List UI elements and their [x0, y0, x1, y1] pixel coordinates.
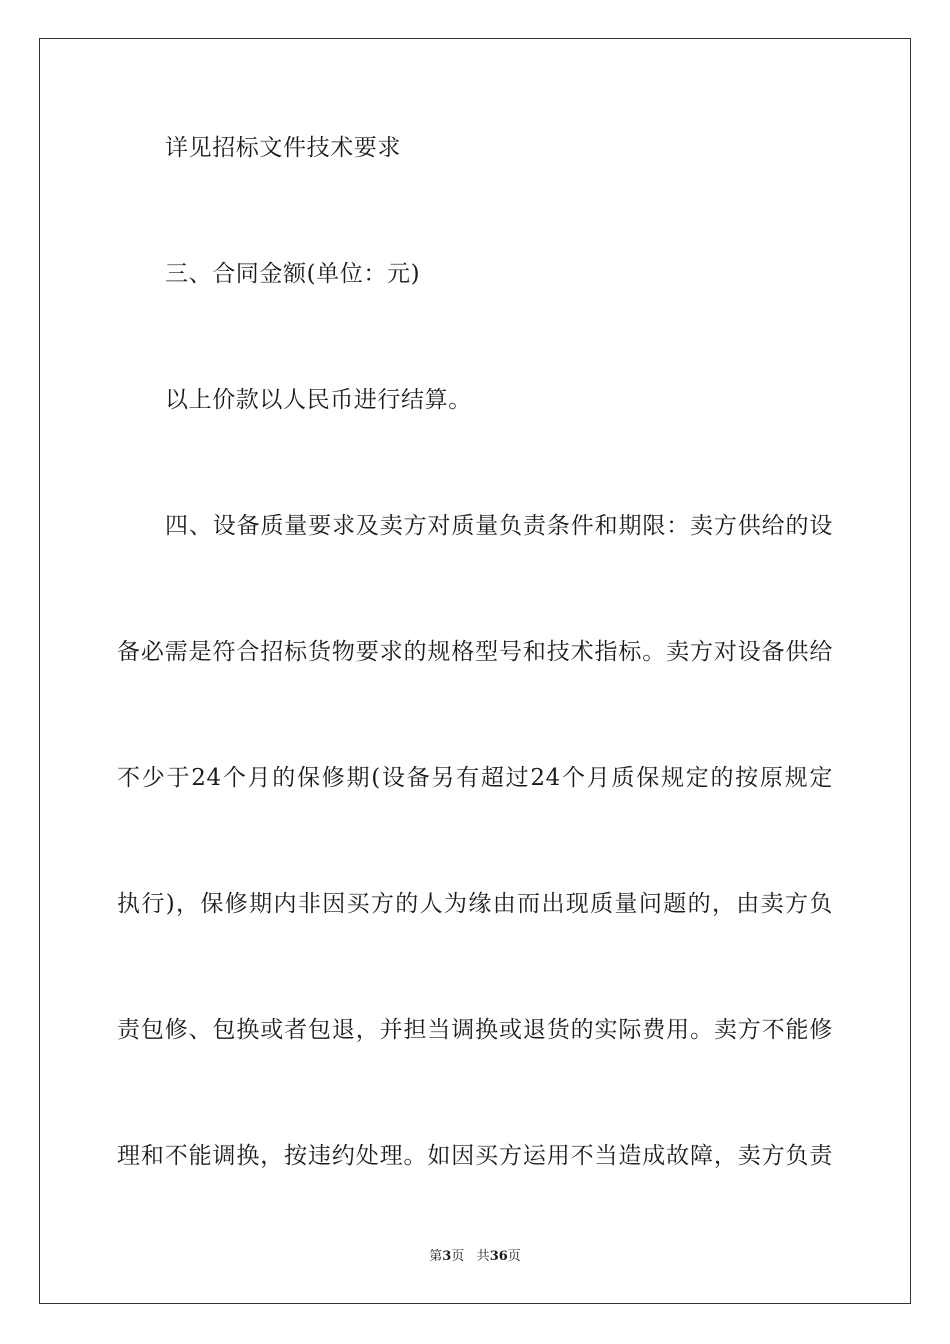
footer-total-suffix: 页 — [507, 1249, 521, 1264]
section-heading-quality: 四、设备质量要求及卖方对质量负责条件和期限：卖方供给的设 — [165, 513, 833, 539]
section-heading-contract-amount: 三、合同金额(单位：元) — [165, 261, 421, 287]
text-line-1: 详见招标文件技术要求 — [165, 135, 401, 161]
text-line-8: 责包修、包换或者包退，并担当调换或退货的实际费用。卖方不能修 — [117, 1017, 833, 1043]
text-line-7: 执行)，保修期内非因买方的人为缘由而出现质量问题的，由卖方负 — [117, 891, 833, 917]
text-line-9: 理和不能调换，按违约处理。如因买方运用不当造成故障，卖方负责 — [117, 1143, 833, 1169]
page-footer — [0, 1248, 950, 1266]
footer-page-number: 3 — [442, 1249, 452, 1264]
text-line-3: 以上价款以人民币进行结算。 — [165, 387, 472, 413]
text-line-6: 不少于24个月的保修期(设备另有超过24个月质保规定的按原规定 — [117, 765, 833, 791]
footer-page-prefix: 第 — [429, 1249, 443, 1264]
page-border — [39, 38, 911, 1304]
footer-total-pages: 36 — [489, 1249, 508, 1264]
text-line-5: 备必需是符合招标货物要求的规格型号和技术指标。卖方对设备供给 — [117, 639, 833, 665]
footer-page-suffix: 页 — [451, 1249, 465, 1264]
footer-total-prefix: 共 — [476, 1249, 490, 1264]
